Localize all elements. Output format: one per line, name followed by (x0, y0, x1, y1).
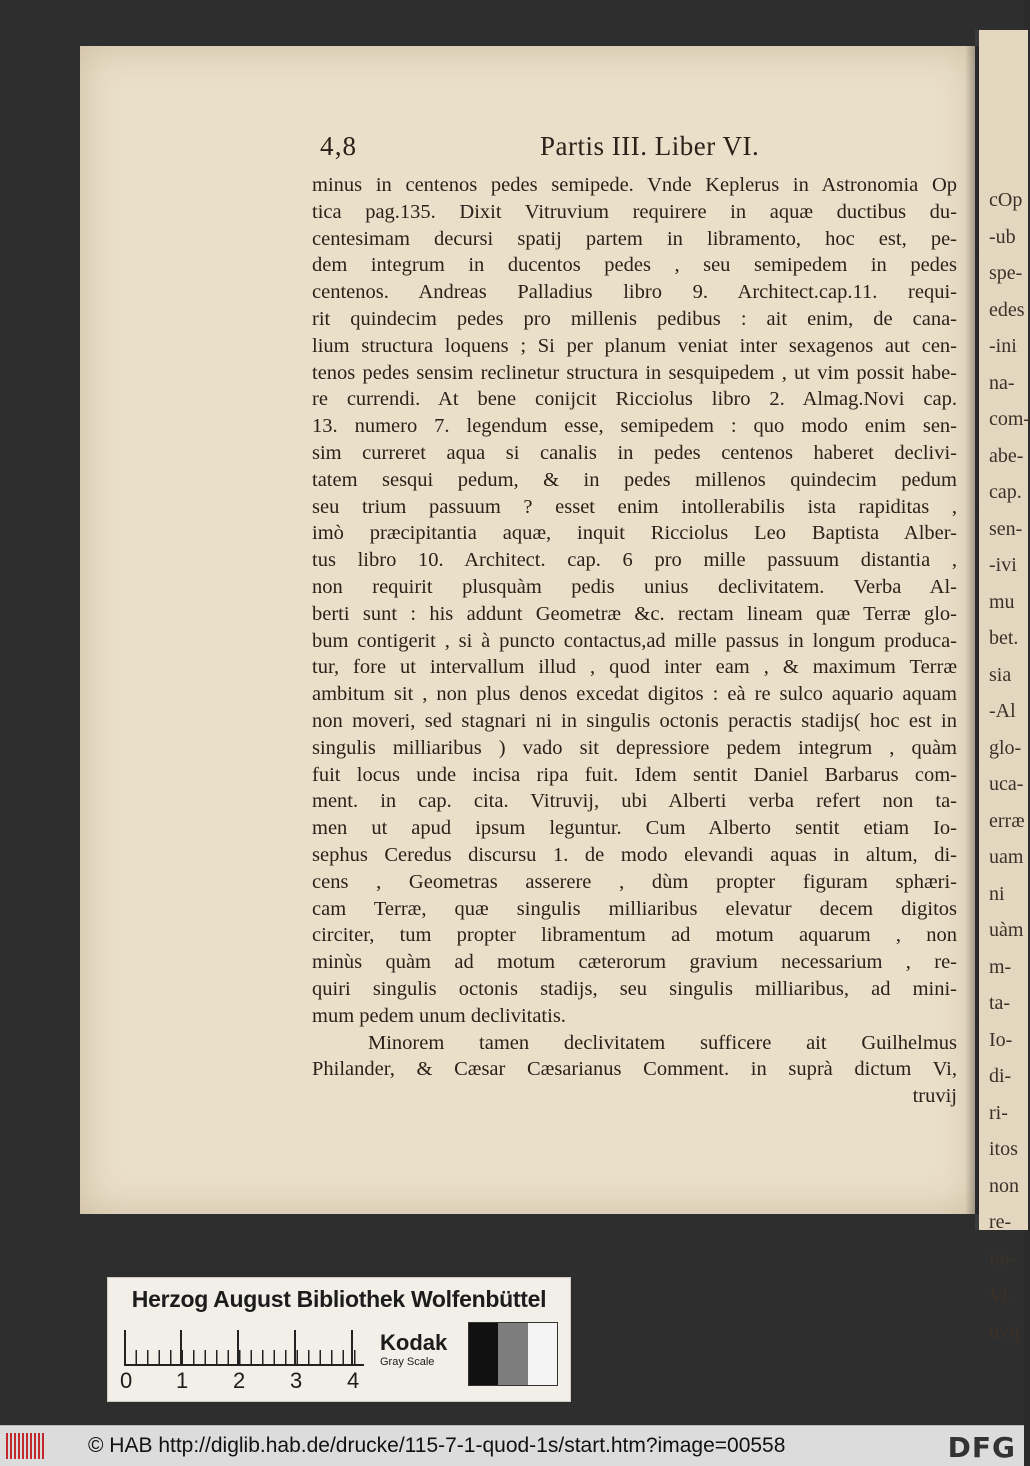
fragment-line: sia (989, 663, 1012, 686)
text-line: non moveri, sed stagnari ni in singulis octonis peractis stadijs( hoc est in (312, 709, 957, 732)
text-line: sephus Ceredus discursu 1. de modo elevandi aquas in altum, di- (312, 843, 957, 866)
text-line: minùs quàm ad motum cæterorum gravium necessarium , re- (312, 951, 957, 974)
swatch-white (528, 1323, 557, 1385)
fragment-line: re- (989, 1211, 1012, 1233)
text-line: ment. in cap. cita. Vitruvij, ubi Alberti verba refert non ta- (312, 790, 957, 813)
footer-url[interactable]: © HAB http://diglib.hab.de/drucke/115-7-1-quod-1s/start.htm?image=00558 (88, 1434, 786, 1457)
text-line: cam Terræ, quæ singulis milliaribus elevatur decem digitos (312, 897, 957, 920)
fragment-line: Io- (989, 1028, 1013, 1051)
fragment-line: uca- (989, 773, 1024, 795)
ruler-number: 1 (176, 1368, 189, 1393)
text-line: re currendi. At bene conijcit Ricciolus libro 2. Almag.Novi cap. (312, 388, 957, 411)
text-line: berti sunt : his addunt Geometræ &c. rectam lineam quæ Terræ glo- (312, 602, 957, 625)
text-line: Minorem tamen declivitatem sufficere ait Guilhelmus (368, 1031, 957, 1054)
footer-bar (0, 1425, 1024, 1466)
fragment-line: ta- (989, 992, 1011, 1014)
fragment-line: ni (989, 882, 1005, 905)
text-line: imò præcipitantia aquæ, inquit Ricciolus Leo Baptista Alber- (312, 522, 957, 545)
fragment-line: glo- (989, 736, 1022, 759)
fragment-line: uàm (989, 919, 1024, 941)
text-line: tus libro 10. Architect. cap. 6 pro mille passuum distantia , (312, 549, 957, 572)
fragment-line: sen- (989, 517, 1023, 540)
text-line: 13. numero 7. legendum esse, semipedem : quo modo enim sen- (312, 415, 957, 438)
text-line: centenos. Andreas Palladius libro 9. Architect.cap.11. requi- (312, 281, 957, 304)
fragment-line: mu (989, 590, 1015, 613)
text-line: tica pag.135. Dixit Vitruvium requirere in aquæ ductibus du- (312, 200, 957, 223)
gray-swatches (468, 1322, 558, 1386)
text-line: tur, fore ut intervallum illud , quod inter eam , & maximum Terræ (312, 656, 957, 679)
fragment-line: -ivi (989, 554, 1017, 576)
facing-page-edge (975, 30, 1030, 1343)
text-line: Philander, & Cæsar Cæsarianus Comment. in suprà dictum Vi, (312, 1058, 957, 1081)
text-line: fuit locus unde incisa ripa fuit. Idem sentit Daniel Barbarus com- (312, 763, 957, 786)
fragment-line: cOp (989, 189, 1023, 211)
text-line: centesimam decursi spatij partem in libramento, hoc est, pe- (312, 227, 957, 250)
text-line: sim curreret aqua si canalis in pedes centenos haberet declivi- (312, 441, 957, 464)
fragment-line: uvij (989, 1320, 1021, 1343)
text-line: ambitum sit , non plus denos excedat digitos : eà re sulco aquario aquam (312, 683, 957, 706)
fragment-line: ini- (989, 1247, 1017, 1270)
fragment-line: erræ (989, 809, 1025, 832)
gutter-shadow (965, 46, 979, 1214)
swatch-black (469, 1323, 498, 1385)
text-line: men ut apud ipsum leguntur. Cum Alberto sentit etiam Io- (312, 817, 957, 840)
page-number: 4‚8 (320, 131, 356, 161)
facing-page-fragments (989, 30, 1028, 1350)
fragment-line: cap. (989, 481, 1022, 503)
text-line: minus in centenos pedes semipede. Vnde Keplerus in Astronomia Op (312, 174, 957, 196)
fragment-line: ri- (989, 1101, 1008, 1124)
fragment-line: spe- (989, 262, 1023, 284)
fragment-line: abe- (989, 444, 1024, 467)
page-header (80, 131, 975, 171)
fragment-line: -Al (989, 700, 1016, 722)
text-line: quiri singulis octonis stadijs, seu singulis milliaribus, ad mini- (312, 977, 957, 1000)
text-line: lium structura loquens ; Si per planum veniat inter sexagenos aut cen- (312, 334, 957, 357)
fragment-line: m- (989, 955, 1012, 978)
fragment-line: uam (989, 846, 1024, 868)
fragment-line: di- (989, 1065, 1012, 1087)
dfg-logo: DFG (947, 1431, 1016, 1464)
barcode-icon (6, 1433, 46, 1459)
fragment-line: na- (989, 371, 1015, 394)
text-line: non requirit plusquàm pedis unius declivitatem. Verba Al- (312, 575, 957, 598)
text-line: cens , Geometras asserere , dùm propter figuram sphæri- (312, 870, 957, 893)
fragment-line: -ub (989, 225, 1016, 248)
gray-scale-label: Gray Scale (380, 1356, 435, 1368)
text-line: truvij (912, 1085, 957, 1108)
ruler-scale (124, 1330, 364, 1366)
library-name: Herzog August Bibliothek Wolfenbüttel (131, 1286, 547, 1312)
fragment-line: non (989, 1174, 1019, 1197)
ruler-number: 0 (120, 1368, 133, 1393)
kodak-logo: Kodak (380, 1330, 448, 1355)
text-line: circiter, tum propter libramentum ad motum aquarum , non (312, 924, 957, 947)
text-line: dem integrum in ducentos pedes , seu semipedem in pedes (312, 254, 957, 277)
text-line: seu trium passuum ? esset enim intollerabilis ista rapiditas , (312, 495, 957, 518)
fragment-line: -ini (989, 335, 1017, 357)
text-line: rit quindecim pedes pro millenis pedibus : ait enim, de cana- (312, 307, 957, 330)
swatch-gray (498, 1323, 527, 1385)
body-text (312, 172, 957, 1110)
text-line: bum contigerit , si à puncto contactus,ad mille passus in longum producа- (312, 629, 957, 652)
text-line: tenos pedes sensim reclinetur structura in sesquipedem , ut vim possit habe- (312, 361, 957, 384)
color-calibration-bar (107, 1277, 571, 1402)
text-line: mum pedem unum declivitatis. (312, 1004, 566, 1027)
text-line: tatem sesqui pedum, & in pedes millenos quindecim pedum (312, 468, 957, 491)
ruler-number: 2 (233, 1368, 246, 1393)
fragment-line: itos (989, 1138, 1018, 1160)
fragment-line: edes (989, 298, 1025, 321)
ruler-number: 3 (290, 1368, 303, 1393)
running-head: Partis III. Liber VI. (540, 131, 760, 161)
fragment-line: bet. (989, 627, 1019, 649)
fragment-line: Vi, (989, 1284, 1013, 1306)
text-line: singulis milliaribus ) vado sit depressiore pedem integrum , quàm (312, 736, 957, 759)
fragment-line: com- (989, 408, 1030, 430)
ruler-number: 4 (347, 1368, 360, 1393)
